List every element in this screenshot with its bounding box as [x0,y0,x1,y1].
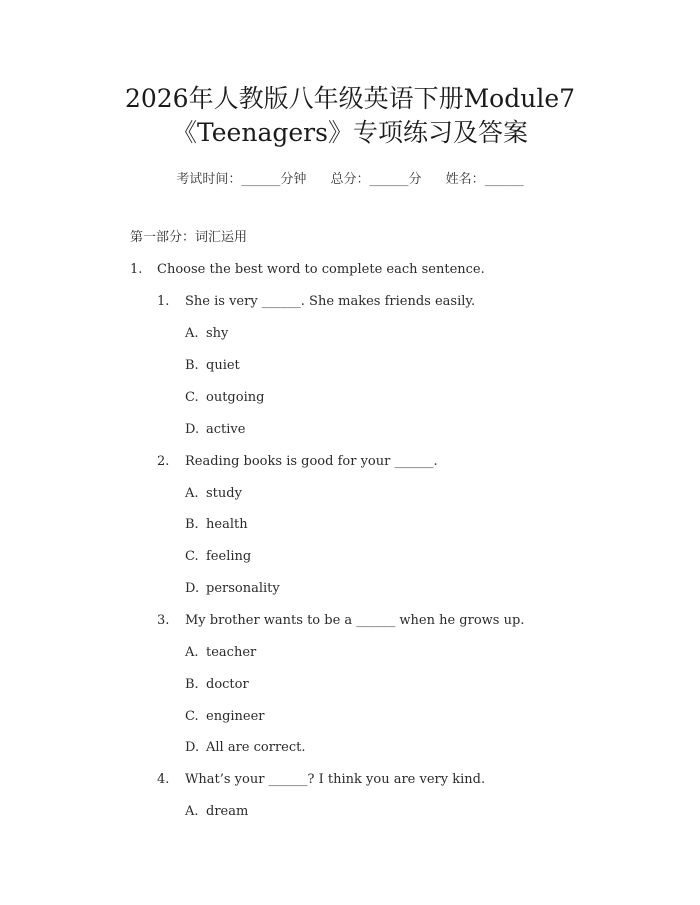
option-text: shy [206,326,229,341]
option-item [185,645,256,661]
option-text: outgoing [206,390,265,405]
task-number: 1. [130,262,143,277]
exam-time: 考试时间：______分钟 [176,172,307,187]
option-text: teacher [206,645,257,660]
question-text: What’s your ______? I think you are very kind. [185,772,486,787]
option-item [185,549,251,565]
option-item [185,422,245,438]
question-text: My brother wants to be a ______ when he grows up. [185,613,525,628]
student-name: 姓名：______ [445,172,524,187]
section-heading: 第一部分：词汇运用 [130,230,248,245]
question-number: 3. [157,613,170,628]
option-letter: C. [185,549,199,564]
option-letter: D. [185,740,200,755]
option-item [185,486,242,502]
option-letter: C. [185,390,199,405]
title-line-2: 《Teenagers》专项练习及答案 [172,118,528,147]
title-line-1: 2026年人教版八年级英语下册Module7 [124,84,576,113]
option-letter: B. [185,517,199,532]
option-text: health [206,517,248,532]
option-letter: C. [185,709,199,724]
option-letter: A. [185,804,199,819]
option-text: study [206,486,242,501]
question-number: 2. [157,454,170,469]
option-text: personality [206,581,280,596]
option-item [185,804,248,820]
exam-info [0,168,700,187]
option-letter: A. [185,326,199,341]
option-item [185,358,240,374]
option-item [185,581,280,597]
question-text: She is very ______. She makes friends easily. [185,294,476,309]
question-text: Reading books is good for your ______. [185,454,438,469]
option-item [185,517,248,533]
task-instruction: Choose the best word to complete each sentence. [157,262,485,277]
question-number: 1. [157,294,170,309]
question-number: 4. [157,772,170,787]
option-text: doctor [206,677,249,692]
option-text: quiet [206,358,240,373]
option-text: dream [206,804,249,819]
option-text: engineer [206,709,265,724]
option-letter: D. [185,581,200,596]
option-letter: D. [185,422,200,437]
option-text: active [206,422,246,437]
option-letter: B. [185,677,199,692]
option-letter: A. [185,645,199,660]
option-text: All are correct. [206,740,306,755]
option-letter: A. [185,486,199,501]
option-text: feeling [206,549,252,564]
option-letter: B. [185,358,199,373]
option-item [185,709,265,725]
document-title [0,82,700,150]
option-item [185,677,249,693]
option-item [185,326,228,342]
option-item [185,740,306,756]
exam-score: 总分：______分 [330,172,422,187]
option-item [185,390,264,406]
